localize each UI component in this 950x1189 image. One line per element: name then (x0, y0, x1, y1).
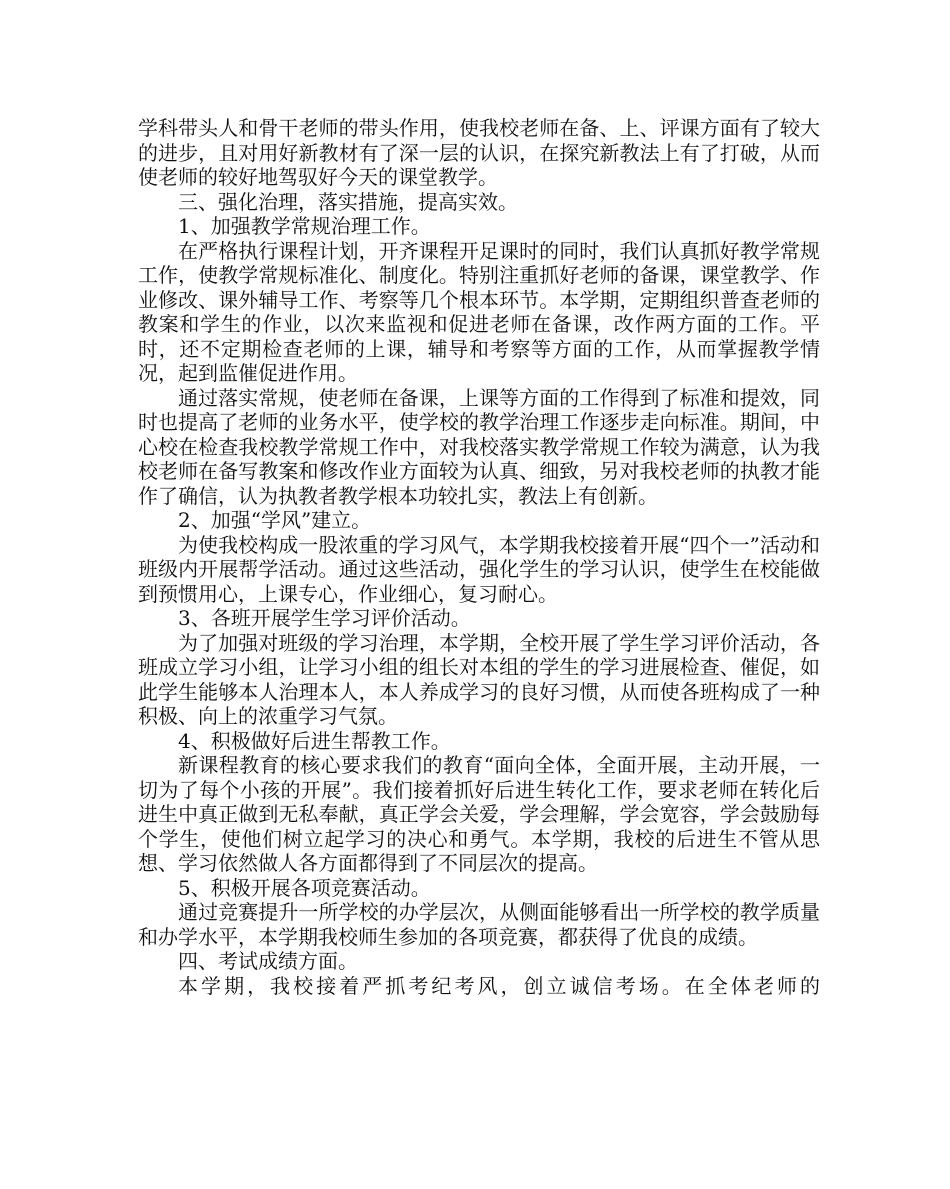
paragraph-2: 在严格执行课程计划，开齐课程开足课时的同时，我们认真抓好教学常规工作，使教学常规标准化、制度化。特别注重抓好老师的备课，课堂教学、作业修改、课外辅导工作、考察等几个根本环节。本学期，定期组织普查老师的教案和学生的作业，以次来监视和促进老师在备课，改作两方面的工作。平时，还不定期检查老师的上课，辅导和考察等方面的工作，从而掌握教学情况，起到监催促进作用。 (138, 238, 820, 385)
paragraph-1: 学科带头人和骨干老师的带头作用，使我校老师在备、上、评课方面有了较大的进步，且对用好新教材有了深一层的认识，在探究新教法上有了打破，从而使老师的较好地驾驭好今天的课堂教学。 (138, 116, 820, 189)
subheading-5: 5、积极开展各项竞赛活动。 (178, 875, 431, 900)
paragraph-5: 为了加强对班级的学习治理，本学期，全校开展了学生学习评价活动，各班成立学习小组，让学习小组的组长对本组的学生的学习进展检查、催促，如此学生能够本人治理本人，本人养成学习的良好习惯，从而使各班构成了一种积极、向上的浓重学习气氛。 (138, 630, 820, 728)
heading-section-3: 三、强化治理，落实措施，提高实效。 (178, 189, 518, 214)
paragraph-8: 本学期，我校接着严抓考纪考风，创立诚信考场。在全体老师的 (178, 973, 820, 998)
subheading-2: 2、加强“学风”建立。 (178, 508, 372, 532)
document-body (138, 116, 820, 998)
subheading-1: 1、加强教学常规治理工作。 (178, 214, 431, 238)
paragraph-3: 通过落实常规，使老师在备课，上课等方面的工作得到了标准和提效，同时也提高了老师的业务水平，使学校的教学治理工作逐步走向标准。期间，中心校在检查我校教学常规工作中，对我校落实教学常规工作较为满意，认为我校老师在备写教案和修改作业方面较为认真、细致，另对我校老师的执教才能作了确信，认为执教者教学根本功较扎实，教法上有创新。 (138, 385, 820, 508)
subheading-4: 4、积极做好后进生帮教工作。 (178, 728, 451, 753)
paragraph-7: 通过竞赛提升一所学校的办学层次，从侧面能够看出一所学校的教学质量和办学水平，本学期我校师生参加的各项竞赛，都获得了优良的成绩。 (138, 900, 820, 949)
paragraph-4: 为使我校构成一股浓重的学习风气，本学期我校接着开展“四个一”活动和班级内开展帮学活动。通过这些活动，强化学生的学习认识，使学生在校能做到预惯用心，上课专心，作业细心，复习耐心。 (138, 532, 820, 606)
subheading-3: 3、各班开展学生学习评价活动。 (178, 606, 471, 630)
heading-section-4: 四、考试成绩方面。 (178, 949, 358, 973)
paragraph-6: 新课程教育的核心要求我们的教育“面向全体，全面开展，主动开展，一切为了每个小孩的开展”。我们接着抓好后进生转化工作，要求老师在转化后进生中真正做到无私奉献，真正学会关爱，学会理解，学会宽容，学会鼓励每个学生，使他们树立起学习的决心和勇气。本学期，我校的后进生不管从思想、学习依然做人各方面都得到了不同层次的提高。 (138, 753, 820, 875)
